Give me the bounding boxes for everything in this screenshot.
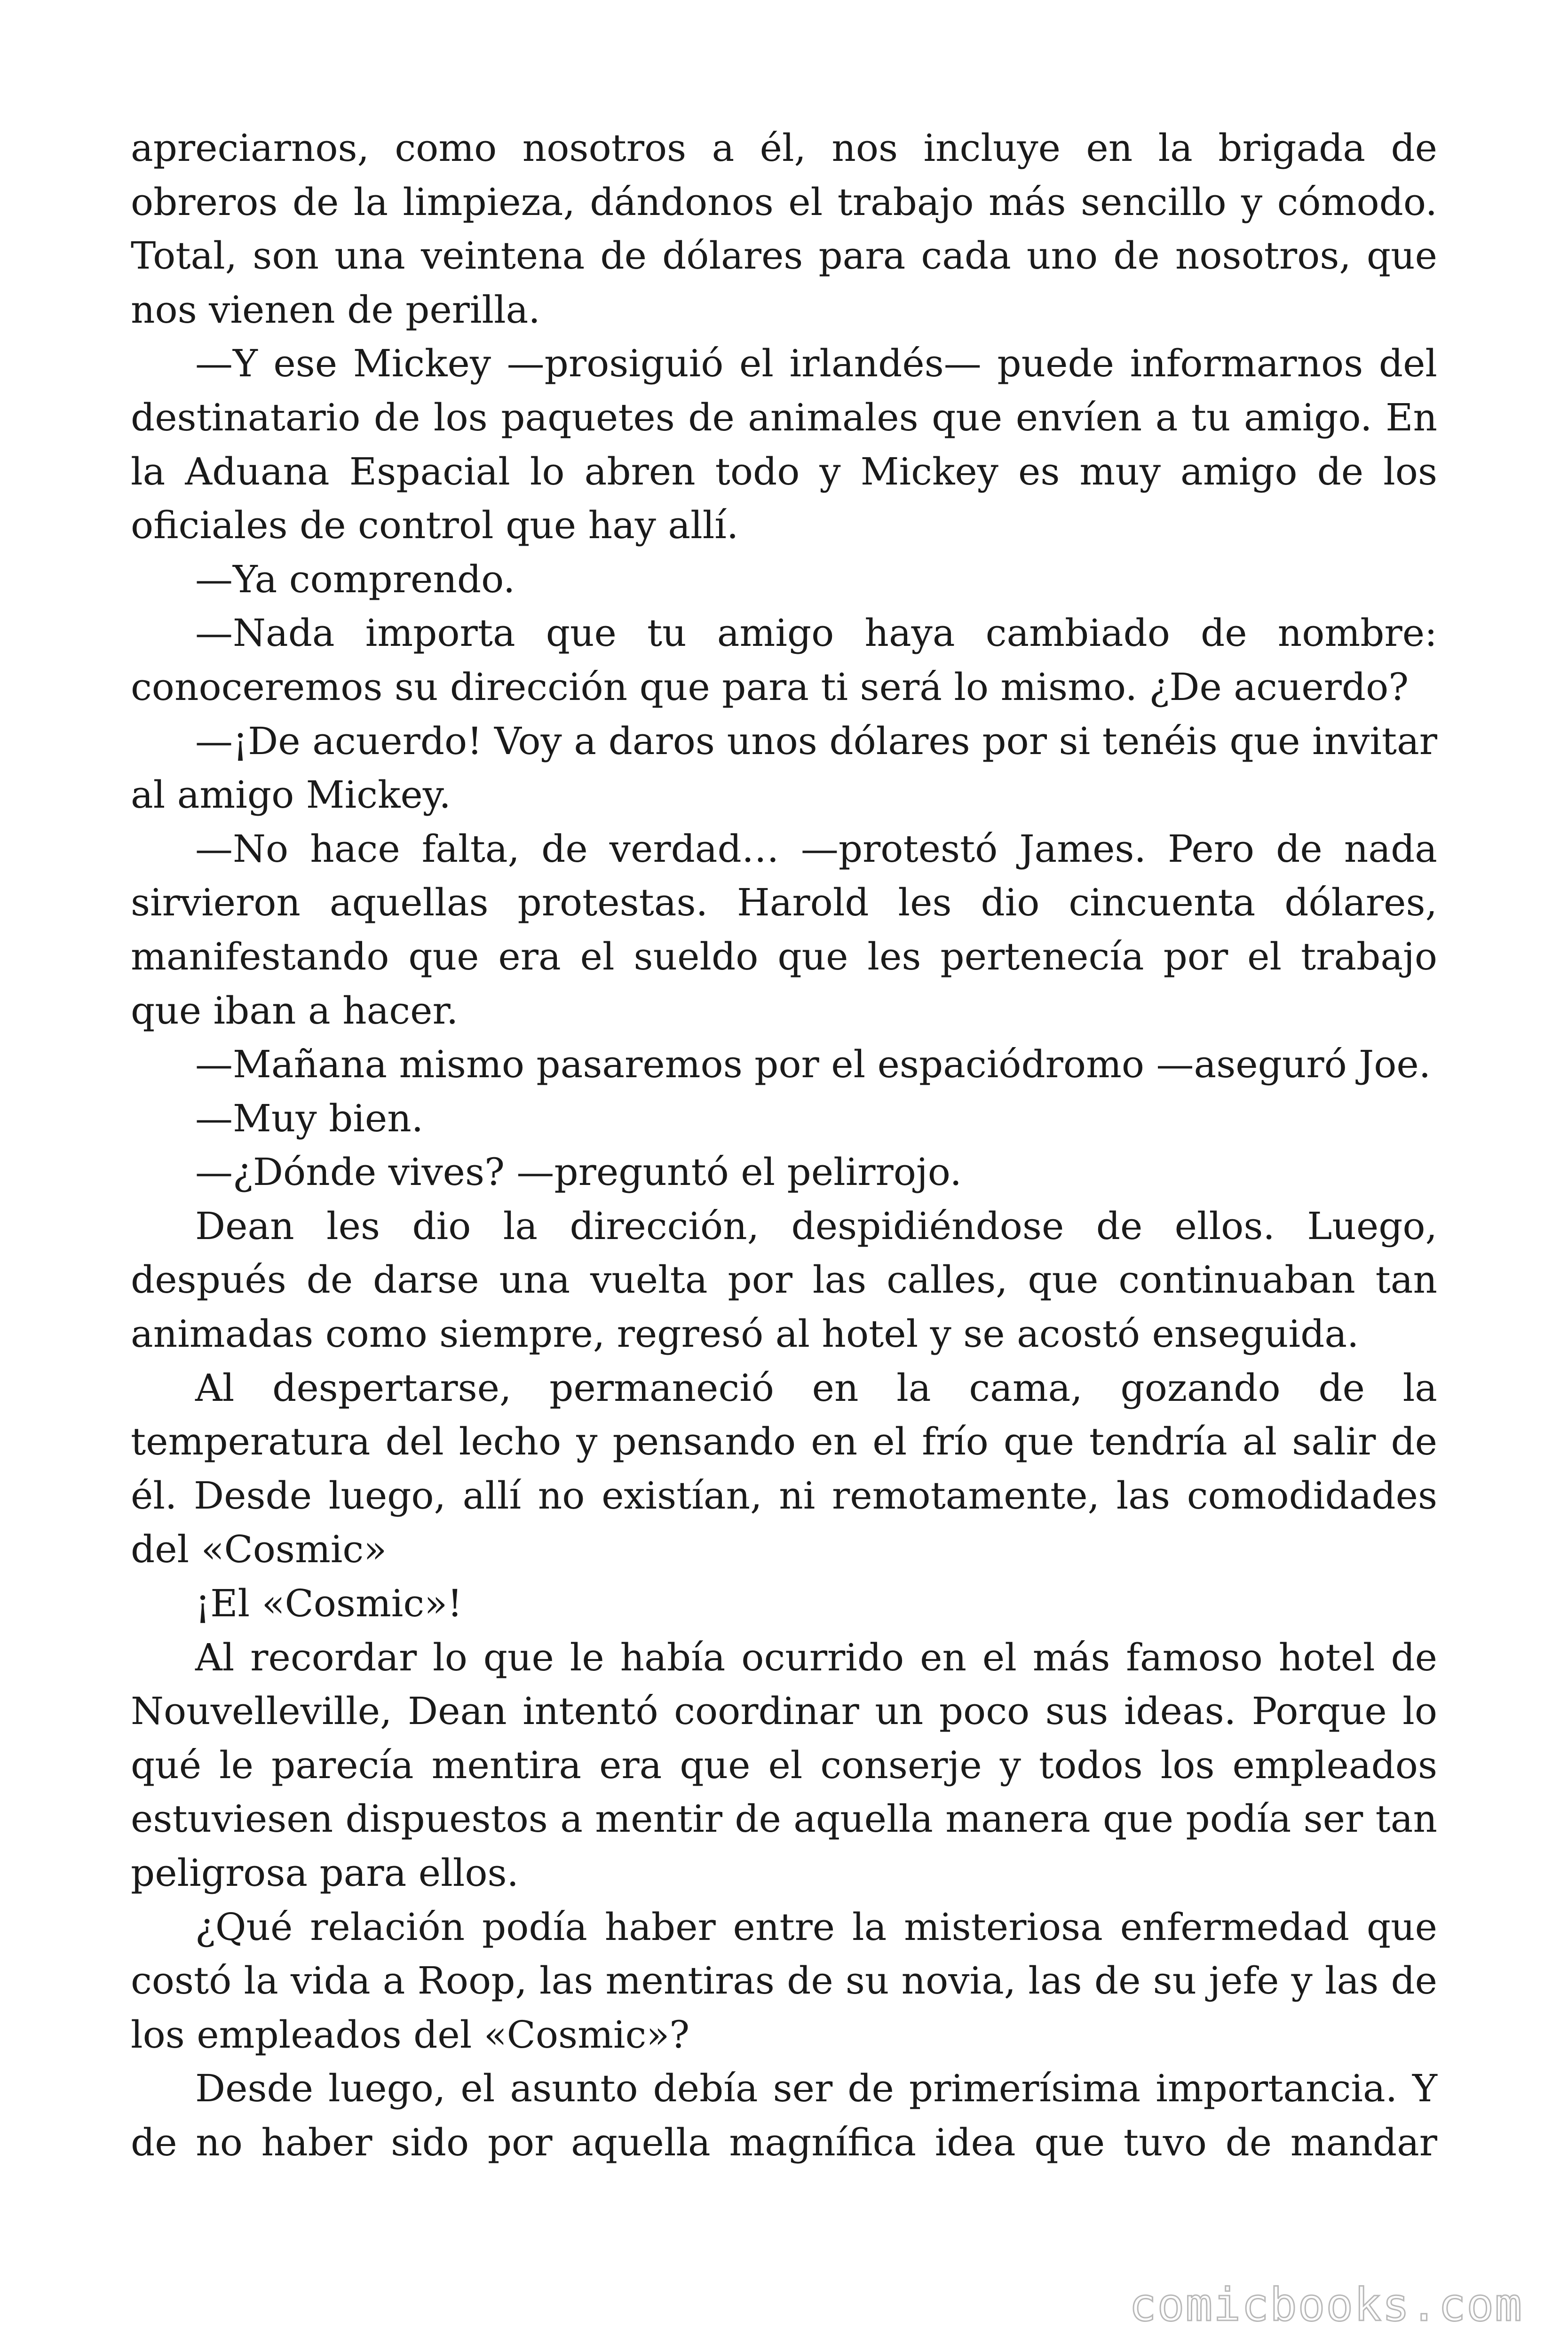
paragraph: apreciarnos, como nosotros a él, nos incluye en la brigada de obreros de la limpieza, dándonos el trabajo más sencillo y cómodo. Total, son una veintena de dólares para cada uno de nosotros, que nos vienen de perilla. (131, 126, 1437, 332)
paragraph: —Muy bien. (195, 1096, 424, 1140)
paragraph: —Ya comprendo. (195, 557, 515, 601)
paragraph: —No hace falta, de verdad… —protestó James. Pero de nada sirvieron aquellas protestas. Harold les dio cincuenta dólares, manifestando que era el sueldo que les pertenecía por el trabajo que iban a hacer. (131, 826, 1437, 1033)
paragraph: ¿Qué relación podía haber entre la misteriosa enfermedad que costó la vida a Roop, las mentiras de su novia, las de su jefe y las de los empleados del «Cosmic»? (131, 1905, 1437, 2057)
paragraph: —¡De acuerdo! Voy a daros unos dólares por si tenéis que invitar al amigo Mickey. (131, 719, 1437, 817)
page-text (131, 121, 1437, 2170)
paragraph: Dean les dio la dirección, despidiéndose de ellos. Luego, después de darse una vuelta por las calles, que continuaban tan animadas como siempre, regresó al hotel y se acostó enseguida. (131, 1204, 1437, 1356)
paragraph: —Nada importa que tu amigo haya cambiado de nombre: conoceremos su dirección que para ti será lo mismo. ¿De acuerdo? (131, 611, 1437, 709)
paragraph: —¿Dónde vives? —preguntó el pelirrojo. (195, 1150, 962, 1194)
paragraph: Al despertarse, permaneció en la cama, gozando de la temperatura del lecho y pensando en el frío que tendría al salir de él. Desde luego, allí no existían, ni remotamente, las comodidades del «Cosmic» (131, 1366, 1437, 1572)
paragraph: Desde luego, el asunto debía ser de primerísima importancia. Y de no haber sido por aquella magnífica idea que tuvo de mandar (131, 2066, 1437, 2164)
site-watermark: comicbooks.com (1129, 2279, 1523, 2331)
paragraph: ¡El «Cosmic»! (195, 1581, 463, 1626)
paragraph: Al recordar lo que le había ocurrido en el más famoso hotel de Nouvelleville, Dean intentó coordinar un poco sus ideas. Porque lo qué le parecía mentira era que el conserje y todos los empleados estuviesen dispuestos a mentir de aquella manera que podía ser tan peligrosa para ellos. (131, 1635, 1437, 1895)
paragraph: —Y ese Mickey —prosiguió el irlandés— puede informarnos del destinatario de los paquetes de animales que envíen a tu amigo. En la Aduana Espacial lo abren todo y Mickey es muy amigo de los oficiales de control que hay allí. (131, 342, 1437, 548)
paragraph: —Mañana mismo pasaremos por el espaciódromo —aseguró Joe. (195, 1042, 1431, 1087)
